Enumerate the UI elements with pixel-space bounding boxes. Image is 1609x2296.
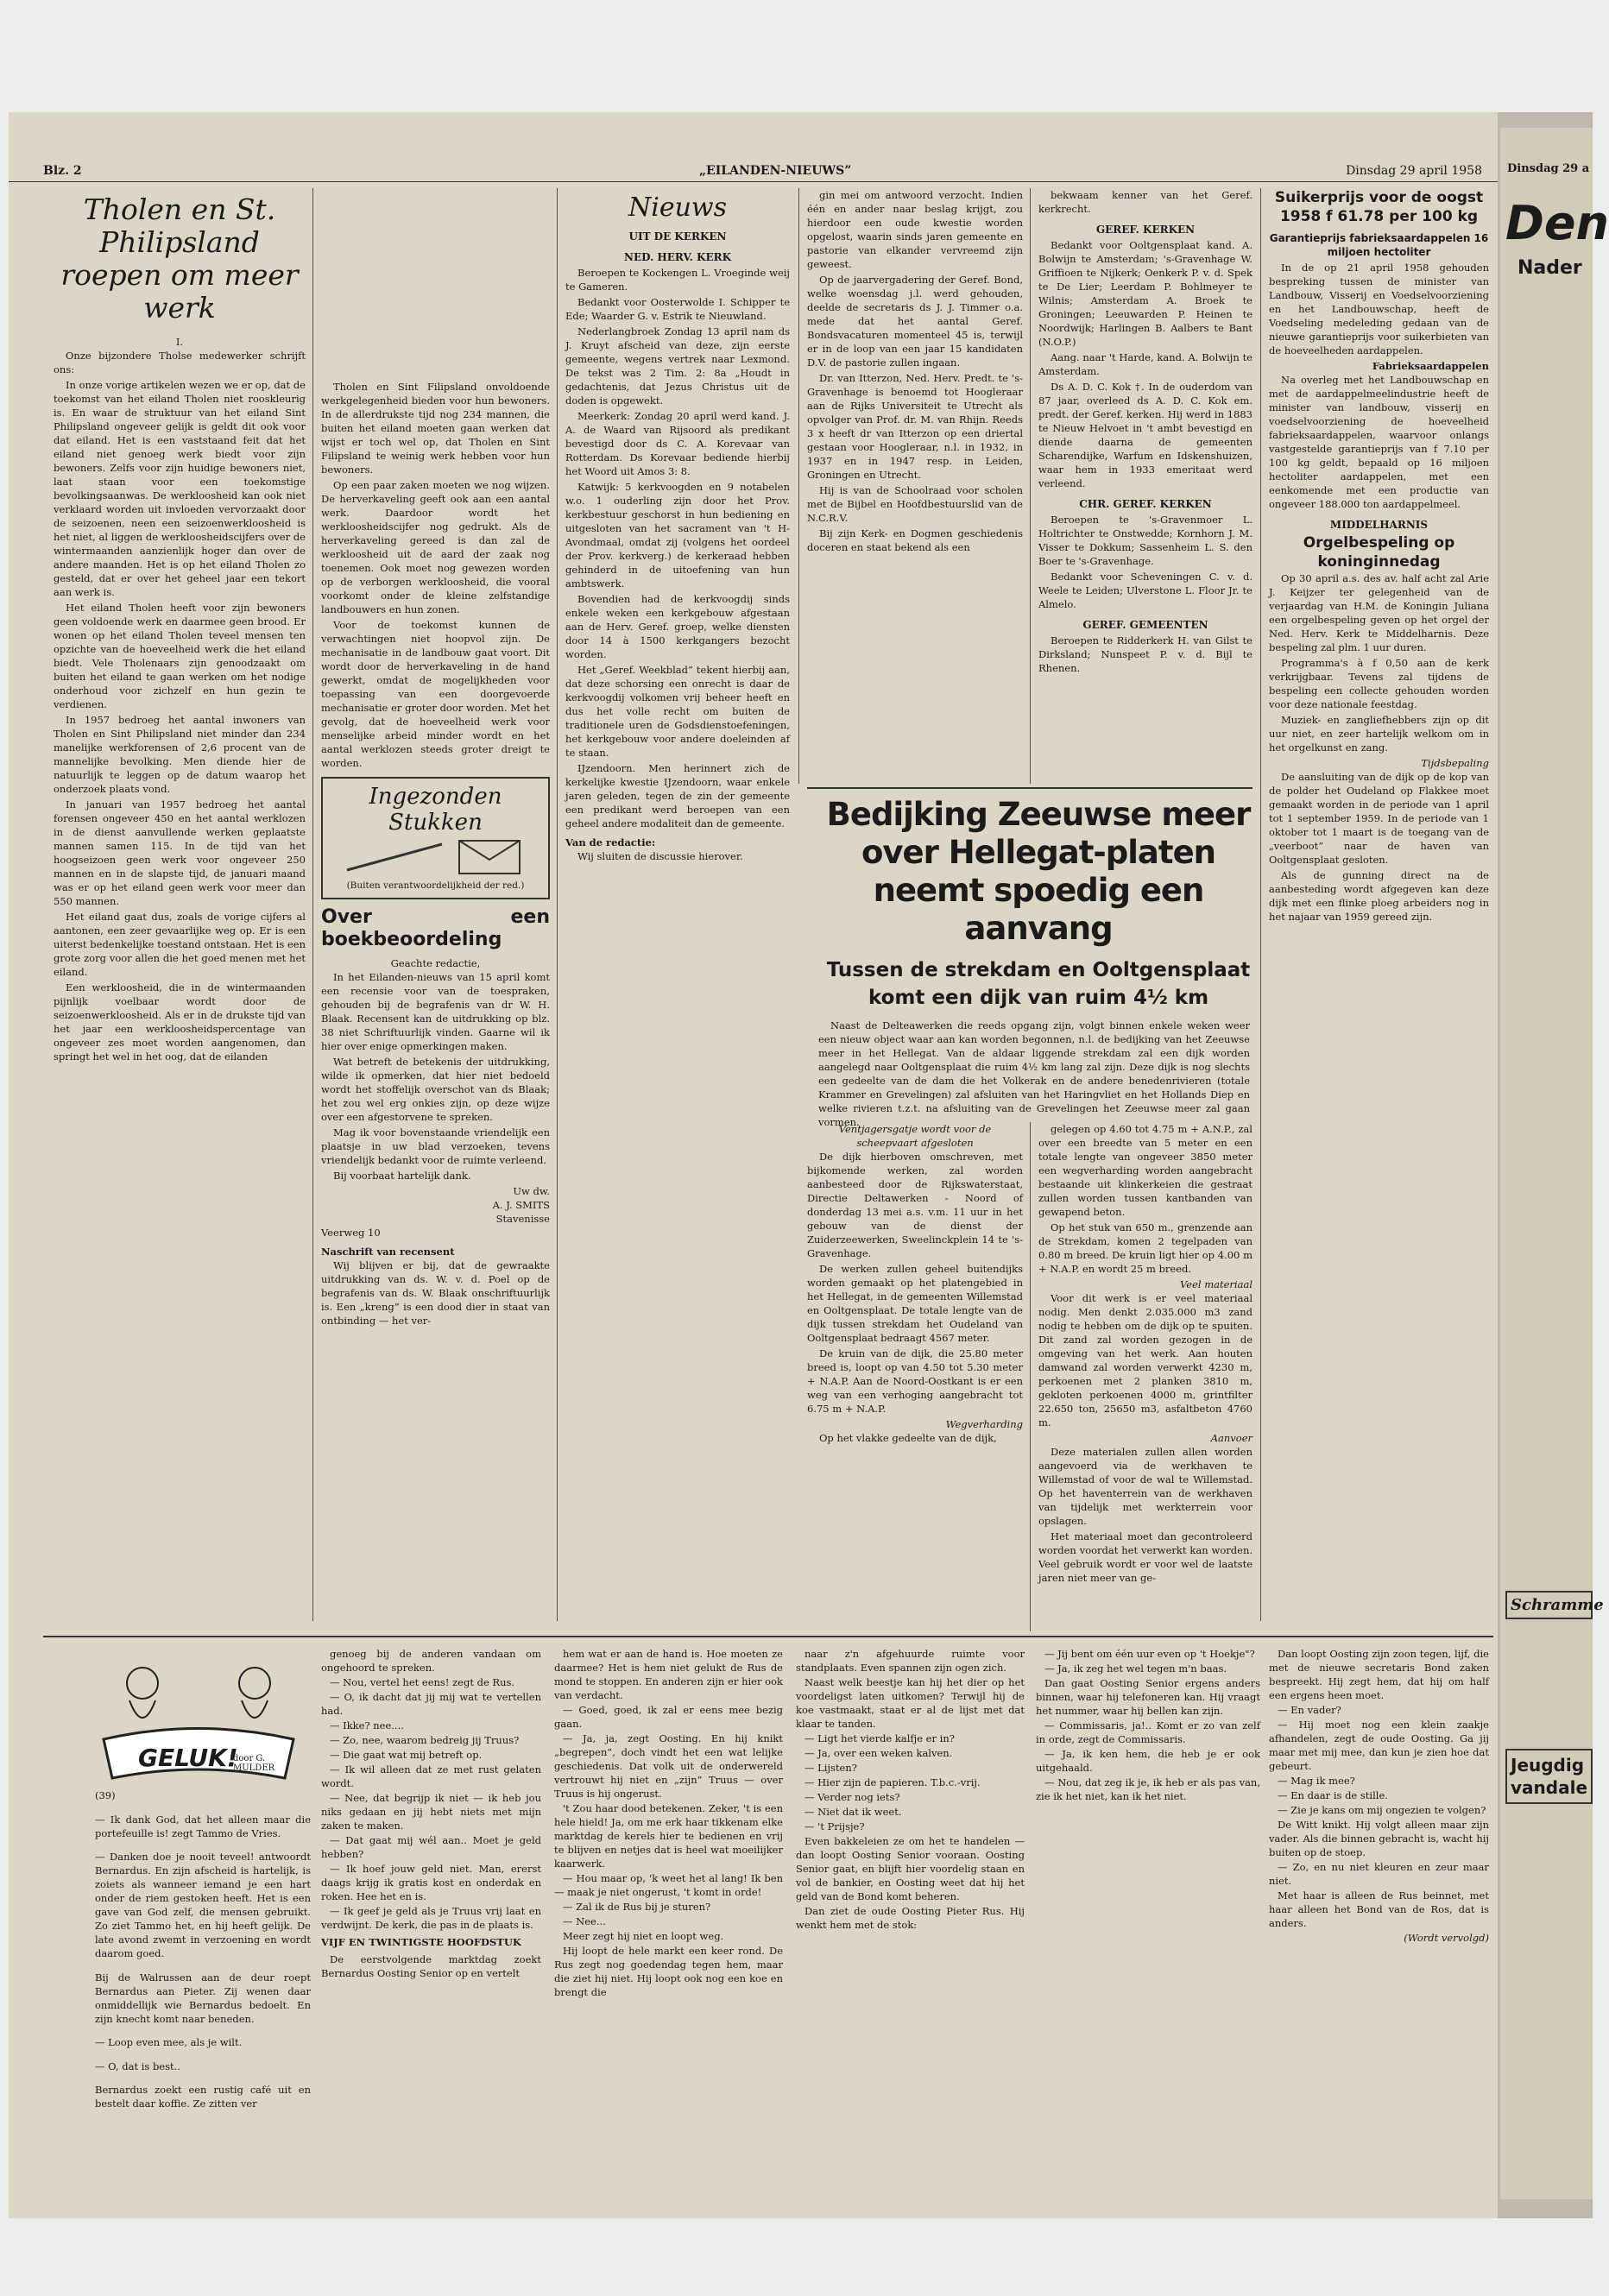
article-tholen-col2 (321, 380, 550, 1813)
paragraph: Bij voorbaat hartelijk dank. (333, 1170, 471, 1182)
paragraph: — Ik hoef jouw geld niet. Man, ererst daags krijg ik gratis kost en onderdak en roken. Hee het en is. (321, 1863, 541, 1902)
church-section-gk: GEREF. KERKEN (1095, 224, 1196, 236)
paragraph: — Danken doe je nooit teveel! antwoordt Bernardus. En zijn afscheid is hartelijk, is zoiets als wanneer iemand je een hart onder de riem gestoken heeft. Het is een gave van God zelf, die mensen gebruikt. Zo ziet Tammo het, en hij heeft gelijk. De late avond zwemt in verzoening en wordt daarom goed. (95, 1851, 311, 1959)
paragraph: Wij blijven er bij, dat de gewraakte uitdrukking van ds. W. v. d. Poel op de begrafenis van ds. W. Blaak onschriftuurlijk is. Een „kreng” is een dood dier in staat van ontbinding — het ver- (321, 1259, 550, 1327)
paragraph: Hij is van de Schoolraad voor scholen met de Bijbel en Hoofdbestuurslid van de N.C.R.V. (807, 484, 1023, 524)
sugar-subsection: Fabrieksaardappelen (1372, 360, 1489, 372)
issue-date: Dinsdag 29 april 1958 (1346, 164, 1482, 178)
paragraph: — Nou, vertel het eens! zegt de Rus. (330, 1676, 515, 1688)
paragraph: In de op 21 april 1958 gehouden bespreking tussen de minister van Landbouw, Visserij en Voedselvoorziening en het Landbouwschap, heeft de Voedseling medeleding gedaan van de nieuwe garantieprijs voor suikerbieten van de hoeveelheden aardappelen. (1269, 262, 1489, 356)
paragraph: De werken zullen geheel buitendijks worden gemaakt op het platengebied in het Hellegat, in de gemeenten Willemstad en Ooltgensplaat. De totale lengte van de dijk tussen strekdam het Oudeland van Ooltgensplaat bedraagt 4567 meter. (807, 1263, 1023, 1344)
column-rule (798, 188, 799, 784)
paragraph: — Zie je kans om mij ongezien te volgen? (1278, 1804, 1486, 1816)
town-label: MIDDELHARNIS (1329, 519, 1429, 531)
paragraph: De kruin van de dijk, die 25.80 meter breed is, loopt op van 4.50 tot 5.30 meter + N.A.P. Aan de Noord-Oostkant is er een weg van een verhoging aangebracht tot 6.75 m + N.A.P. (807, 1347, 1023, 1415)
letter-author: A. J. SMITS (492, 1199, 550, 1211)
paragraph: Muziek- en zangliefhebbers zijn op dit uur niet, en zeer hartelijk welkom om in het orgelkunst en zang. (1269, 714, 1489, 754)
hellegat-subsection: Veel materiaal (1180, 1278, 1252, 1290)
paragraph: — Ligt het vierde kalfje er in? (804, 1732, 955, 1744)
paragraph: Het eiland Tholen heeft voor zijn bewoners geen voldoende werk en daarmee geen brood. Er wonen op het eiland Tholen teveel mensen ten opzichte van de hoeveelheid werk die het eiland biedt. Vele Tholenaars zijn genoodzaakt om buiten het eiland te gaan werken om het nodige onderhoud voor zichzelf en hun gezin te verdienen. (54, 602, 306, 710)
paragraph: Beroepen te Ridderkerk H. van Gilst te Dirksland; Nunspeet P. v. d. Bijl te Rhenen. (1038, 634, 1252, 674)
paragraph: Bovendien had de kerkvoogdij sinds enkele weken een kerkgebouw afgestaan aan de Herv. Geref. groep, welke diensten door 14 à 1500 kerkgangers bezocht worden. (565, 593, 790, 660)
paragraph: Het „Geref. Weekblad” tekent hierbij aan, dat deze schorsing een onrecht is daar de kerkvoogdij volkomen vrij beheer heeft en dus het volle recht om buiten de traditionele uren de Godsdienstoefeningen, het kerkgebouw voor andere doeleinden af te staan. (565, 664, 790, 759)
paragraph: — Verder nog iets? (804, 1791, 900, 1803)
page-number: Blz. 2 (43, 164, 82, 178)
letters-title: Ingezonden Stukken (369, 784, 502, 836)
editor-note-head: Van de redactie: (565, 836, 656, 848)
page-header (9, 162, 1498, 182)
column-rule (312, 188, 313, 1621)
paragraph: Meerkerk: Zondag 20 april werd kand. J. A. de Waard van Rijsoord als predikant bevestigd door ds C. A. Korevaar van Rotterdam. Ds Korevaar bediende hierbij het Woord uit Amos 3: 8. (565, 410, 790, 477)
next-page-date: Dinsdag 29 a (1507, 162, 1590, 175)
paragraph: — Loop even mee, als je wilt. (95, 2036, 243, 2048)
paragraph: gin mei om antwoord verzocht. Indien één en ander naar beslag krijgt, zou hierdoor een oude kwestie worden opgelost, waarin sinds jaren gemeente en pastorie van elkander vervreemd zijn geweest. (807, 189, 1023, 270)
paragraph: Een werkloosheid, die in de wintermaanden pijnlijk voelbaar wordt door de seizoenwerkloosheid. Als er in de drukste tijd van het jaar een werkloosheidspercentage van ongeveer zes moet worden aangenomen, dan springt het wel in het oog, dat de eilanden (54, 981, 306, 1063)
postscript-head: Naschrift van recensent (321, 1246, 455, 1258)
paragraph: — Ik wil alleen dat ze met rust gelaten wordt. (321, 1763, 541, 1789)
paragraph: — En daar is de stille. (1278, 1789, 1388, 1801)
paragraph: — 't Prijsje? (804, 1820, 865, 1832)
paragraph: — Mag ik mee? (1278, 1775, 1355, 1787)
paragraph: De dijk hierboven omschreven, met bijkomende werken, zal worden aanbesteed door de Rijkswaterstaat, Directie Deltawerken - Noord of donderdag 13 mei a.s. v.m. 11 uur in het gebouw van de dienst der Zuiderzeewerken, Sweelinckplein 14 te 's-Gravenhage. (807, 1151, 1023, 1259)
paragraph: Nederlangbroek Zondag 13 april nam ds J. Kruyt afscheid van deze, zijn eerste gemeente, wegens vertrek naar Lexmond. De tekst was 2 Tim. 2: 8a „Houdt in gedachtenis, dat Jezus Christus uit de doden is opgewekt. (565, 325, 790, 407)
church-news-subtitle: UIT DE KERKEN (628, 230, 727, 243)
paragraph: Op 30 april a.s. des av. half acht zal Arie J. Keijzer ter gelegenheid van de verjaardag van H.M. de Koningin Juliana een orgelbespeling geven op het orgel der Ned. Herv. Kerk te Middelharnis. Deze bespeling zal plm. 1 uur duren. (1269, 572, 1489, 653)
paragraph: Aang. naar 't Harde, kand. A. Bolwijn te Amsterdam. (1038, 351, 1252, 377)
church-section-cgk: CHR. GEREF. KERKEN (1079, 498, 1212, 510)
paragraph: — Zo, nee, waarom bedreig jij Truus? (330, 1734, 520, 1746)
article-section-numeral: I. (175, 336, 184, 348)
paragraph: Bij de Walrussen aan de deur roept Bernardus aan Pieter. Zij wenen daar onmiddellijk wie Bernardus bedoelt. En zijn knecht komt naar beneden. (95, 1971, 311, 2025)
paragraph: Op de jaarvergadering der Geref. Bond, welke woensdag j.l. werd gehouden, deelde de secretaris ds J. J. Timmer o.a. mede dat het aantal Geref. Bondsvacaturen momenteel 45 is, terwijl er in de loop van een jaar 15 kandidaten D.V. de pastorie zullen ingaan. (807, 274, 1023, 369)
paragraph: — Niet dat ik weet. (804, 1806, 902, 1818)
banner-rule (807, 787, 1252, 789)
paragraph: Ds A. D. C. Kok †. In de ouderdom van 87 jaar, overleed ds A. D. C. Kok em. predt. der Geref. kerken. Hij werd in 1883 te Nieuw Helvoet in 't ambt bevestigd en diende daarna de gemeenten Scharendijke, Warfum en Idskenshuizen, waar hem in 1933 emeritaat werd verleend. (1038, 381, 1252, 489)
paragraph: Bedankt voor Ooltgensplaat kand. A. Bolwijn te Amsterdam; 's-Gravenhage W. Griffioen te Nijkerk; Oenkerk P. v. d. Spek te De Lier; Leerdam P. Bohlmeyer te Wilnis; Amsterdam A. Broek te Groningen; Leeuwarden P. Heinen te Noordwijk; Harlingen B. Aalbers te Bant (N.O.P.) (1038, 239, 1252, 348)
hellegat-subsection: Aanvoer (1210, 1432, 1252, 1444)
organ-headline: Orgelbespeling op koninginnedag (1303, 534, 1455, 571)
paragraph: — Ja, over een weken kalven. (804, 1747, 953, 1759)
next-page-box-jeugdig: Jeugdig vandale (1505, 1749, 1593, 1804)
serial-number: (39) (95, 1789, 116, 1801)
paragraph: — Commissaris, ja!.. Komt er zo van zelf in orde, zegt de Commissaris. (1036, 1719, 1260, 1745)
paragraph: — O, ik dacht dat jij mij wat te vertellen had. (321, 1691, 541, 1717)
sugar-subhead: Garantieprijs fabrieksaardappelen 16 miljoen hectoliter (1269, 232, 1489, 258)
paragraph: — Hou maar op, 'k weet het al lang! Ik ben — maak je niet ongerust, 't komt in orde! (554, 1872, 783, 1898)
serial-col4 (796, 1647, 1025, 1992)
hellegat-article-banner (818, 796, 1259, 1012)
paragraph: — Ik dank God, dat het alleen maar die portefeuille is! zegt Tammo de Vries. (95, 1813, 311, 1839)
newspaper-page (9, 112, 1498, 2218)
paragraph: Bedankt voor Oosterwolde I. Schipper te Ede; Waarder G. v. Estrik te Nieuwland. (565, 296, 790, 322)
paragraph: — Nee... (563, 1915, 606, 1927)
church-news-col2 (807, 188, 1023, 784)
column-rule (557, 188, 558, 1621)
paragraph: Op het vlakke gedeelte van de dijk, (819, 1432, 997, 1444)
paragraph: genoeg bij de anderen vandaan om ongehoord te spreken. (321, 1648, 541, 1674)
paragraph: In onze vorige artikelen wezen we er op, dat de toekomst van het eiland Tholen niet rooskleurig is. En waar de struktuur van het eiland Sint Philipsland ongeveer gelijk is geldt dit ook voor dat eiland. Het is een vaststaand feit dat het eiland niet genoeg werk biedt voor zijn bewoners. Zelfs voor zijn huidige bewoners niet, laat staan voor een toekomstige bevolkingsaanwas. De werkloosheid kan ook niet verklaard worden uit invloeden vervorzaakt door de seizoenen, neen een seizoenwerkloosheid is het niet, al liggen de werkloosheidscijfers over de wintermaanden aanzienlijk hoger dan over de andere maanden. Het is op het eiland Tholen zo gesteld, dat er over het geheel jaar een tekort aan werk is. (54, 379, 306, 598)
paragraph: Tholen en Sint Filipsland onvoldoende werkgelegenheid bieden voor hun bewoners. In de allerdrukste tijd nog 234 mannen, die buiten het eiland moeten gaan werken dat wijst er toch wel op, dat Tholen en Sint Filipsland te weinig werk hebben voor hun bewoners. (321, 381, 550, 476)
paragraph: — Zal ik de Rus bij je sturen? (563, 1901, 711, 1913)
paragraph: hem wat er aan de hand is. Hoe moeten ze daarmee? Het is hem niet gelukt de Rus de mond te stoppen. En anderen zijn er hier ook van verdacht. (554, 1648, 783, 1701)
letters-to-editor-box (321, 777, 550, 899)
paragraph: Dan gaat Oosting Senior ergens anders binnen, waar hij telefoneren kan. Hij vraagt het nummer, waar hij bellen kan zijn. (1036, 1677, 1260, 1717)
paragraph: — En vader? (1278, 1704, 1341, 1716)
paragraph: — Ja, ja, zegt Oosting. En hij knikt „begrepen”, doch vindt het een wat lelijke geschiedenis. Dat volk uit de onderwereld vertrouwt hij niet en „zijn” Truus — over Truus is hij ongerust. (554, 1732, 783, 1800)
paragraph: Op een paar zaken moeten we nog wijzen. De herverkaveling geeft ook aan een aantal werk. Daardoor wordt het werkloosheidscijfer nog gedrukt. Als de herverkaveling gereed is dan zal de werkloosheid uit de aard der zaak nog toenemen. Ook moet nog gewezen worden op de verborgen werkloosheid, die vooral voorkomt onder de kleine zelfstandige landbouwers en hun zonen. (321, 479, 550, 615)
paragraph: bekwaam kenner van het Geref. kerkrecht. (1038, 189, 1252, 215)
letters-disclaimer: (Buiten verantwoordelijkheid der red.) (346, 880, 525, 891)
column-rule (1030, 1122, 1031, 1631)
paragraph: Hij loopt de hele markt een keer rond. De Rus zegt nog goedendag tegen hem, maar die ziet hij niet. Hij loopt ook nog een koe en brengt die (554, 1945, 783, 1998)
paragraph: — Jij bent om één uur even op 't Hoekje"? (1044, 1648, 1255, 1660)
paragraph: Katwijk: 5 kerkvoogden en 9 notabelen w.o. 1 ouderling zijn door het Prov. kerkbestuur geschorst in hun bediening en uitgesloten van het sacrament van 't H-Avondmaal, omdat zij (volgens het oordeel der Prov. kerkverg.) de kerkeraad hebben gehinderd in de uitoefening van hun ambtswerk. (565, 481, 790, 590)
church-news-col (565, 188, 790, 1621)
cartoon-title: GELUK! (138, 1744, 238, 1772)
sugar-article-col (1269, 188, 1489, 1621)
paragraph: — O, dat is best.. (95, 2059, 180, 2072)
serial-col6 (1269, 1647, 1489, 1992)
paragraph: — Hij moet nog een klein zaakje afhandelen, zegt de oude Oosting. Ga jij maar met mij mee, dan kun je zien hoe dat gebeurt. (1269, 1719, 1489, 1772)
paragraph: Onze bijzondere Tholse medewerker schrijft ons: (54, 350, 306, 375)
paragraph: Meer zegt hij niet en loopt weg. (563, 1930, 724, 1942)
paragraph: gelegen op 4.60 tot 4.75 m + A.N.P., zal over een breedte van 5 meter en een totale lengte van ongeveer 3850 meter een wegverharding worden aangebracht bestaande uit klinkerkeien die gestraat zullen worden tussen kantbanden van gewapend beton. (1038, 1123, 1252, 1218)
paragraph: — Hier zijn de papieren. T.b.c.-vrij. (804, 1776, 981, 1788)
tijdsbepaling-label: Tijdsbepaling (1421, 757, 1489, 769)
paragraph: Naast welk beestje kan hij het dier op het voordeligst laten uitkomen? Terwijl hij de koe vastmaakt, staat er al de lijst met dat klaar te tanden. (796, 1676, 1025, 1730)
paragraph: — Goed, goed, ik zal er eens mee bezig gaan. (554, 1704, 783, 1730)
letters-illustration (330, 836, 541, 879)
continued-note: (Wordt vervolgd) (1404, 1932, 1489, 1944)
paragraph: Beroepen te 's-Gravenmoer L. Holtrichter te Onstwedde; Kornhorn J. M. Visser te Dokkum; Sassenheim L. S. den Boer te 's-Gravenhage. (1038, 514, 1252, 567)
paragraph: — Dat gaat mij wél aan.. Moet je geld hebben? (321, 1834, 541, 1860)
hellegat-section-head: Ventjagersgatje wordt voor de scheepvaart afgesloten (838, 1123, 992, 1149)
paragraph: In 1957 bedroeg het aantal inwoners van Tholen en Sint Philipsland niet minder dan 234 manelijke werkforensen of 2,6 procent van de mannelijke bevolking. Men diende hier de natuurlijk te leggen op de datum waarop het onderzoek plaats vond. (54, 714, 306, 795)
paragraph: De eerstvolgende marktdag zoekt Bernardus Oosting Senior op en vertelt (321, 1953, 541, 1979)
paragraph: Even bakkeleien ze om het te handelen — dan loopt Oosting Senior vooraan. Oosting Senior gaat, en blijft hier voordelig staan en vol de bankier, en Oosting weet dat hij het geld van de Bond komt beheren. (796, 1835, 1025, 1902)
hellegat-headline: Bedijking Zeeuwse meer over Hellegat-platen neemt spoedig een aanvang (826, 796, 1251, 947)
next-page-box-schramme: Schramme (1505, 1591, 1593, 1619)
paragraph: De aansluiting van de dijk op de kop van de polder het Oudeland op Flakkee moet gemaakt worden in de periode van 1 april tot 1 september 1959. In de periode van 1 oktober tot 1 maart is de toegang van de „veerboot” naar de haven van Ooltgensplaat gesloten. (1269, 771, 1489, 866)
paragraph: Deze materialen zullen allen worden aangevoerd via de werkhaven te Willemstad of voor de wal te Willemstad. Op het haventerrein van de werkhaven van tijdelijk met werkterrein voor opslagen. (1038, 1446, 1252, 1527)
paragraph: Mag ik voor bovenstaande vriendelijk een plaatsje in uw blad verzoeken, tevens vriendelijk bedankt voor de ruimte verleend. (321, 1126, 550, 1166)
paragraph: Wij sluiten de discussie hierover. (577, 850, 743, 862)
serial-col1 (95, 1788, 311, 2121)
paragraph: Dr. van Itterzon, Ned. Herv. Predt. te 's-Gravenhage is benoemd tot Hoogleraar aan de Rijks Universiteit te Utrecht als opvolger van Prof. dr. M. van Rhijn. Reeds 3 x heeft dr van Itterzon op een driertal gestaan voor Hoogleraar, n.l. in 1932, in 1937 en in 1947 resp. in Leiden, Groningen en Utrecht. (807, 372, 1023, 481)
paragraph: Bedankt voor Scheveningen C. v. d. Weele te Leiden; Ulverstone L. Floor Jr. te Almelo. (1038, 571, 1252, 610)
paragraph: — Nou, dat zeg ik je, ik heb er als pas van, zie ik het niet, kan ik het niet. (1036, 1776, 1260, 1802)
next-page-subhead: Nader (1518, 257, 1582, 279)
section-rule (43, 1636, 1493, 1637)
paragraph: Bij zijn Kerk- en Dogmen geschiedenis doceren en staat bekend als een (807, 527, 1023, 553)
scan-background (9, 112, 1609, 2218)
article-tholen-headline: Tholen en St. Philipsland roepen om meer werk (60, 192, 299, 325)
serial-cartoon (95, 1657, 302, 1787)
paper-name: „EILANDEN-NIEUWS” (699, 164, 852, 178)
paragraph: Voor de toekomst kunnen de verwachtingen niet hoopvol zijn. De mechanisatie in de landbouw gaat voort. Dit wordt door de herverkaveling in de hand gewerkt, omdat de mogelijkheden voor toepassing van een doorgevoerde mechanisatie er groter door worden. Met het gevolg, dat de hoeveelheid werk voor menselijke arbeid minder wordt en het aantal werklozen steeds groter dreigt te worden. (321, 619, 550, 769)
paragraph: — Nee, dat begrijp ik niet — ik heb jou niks gedaan en jij hebt niets met mijn zaken te maken. (321, 1792, 541, 1832)
column-rule (1260, 188, 1261, 1621)
hellegat-subhead: Tussen de strekdam en Ooltgensplaat komt een dijk van ruim 4½ km (826, 959, 1251, 1009)
paragraph: — Zo, en nu niet kleuren en zeur maar niet. (1269, 1861, 1489, 1887)
paragraph: Naast de Delteawerken die reeds opgang zijn, volgt binnen enkele weken weer een nieuw object waar aan kan worden begonnen, n.l. de bedijking van het Zeeuwse meer in het Hellegat. Van de aldaar liggende strekdam zal een dijk worden aangelegd naar Ooltgensplaat die ruim 4½ km lang zal zijn. Deze dijk is nog slechts een gedeelte van de dam die het Volkerak en de andere benedenrivieren (totale Krammer en Grevelingen) zal afsluiten van het Haringvliet en het Hollands Diep en welke rivieren t.z.t. na afsluiting van de Grevelingen het Zeeuwse meer zal gaan vormen. (818, 1019, 1250, 1128)
paragraph: — Lijsten? (804, 1762, 857, 1774)
paragraph: Als de gunning direct na de aanbesteding wordt afgegeven kan deze dijk met een flinke ploeg arbeiders nog in het najaar van 1959 gereed zijn. (1269, 869, 1489, 923)
hellegat-subsection: Wegverharding (945, 1418, 1023, 1430)
letter-closing: Uw dw. (513, 1185, 550, 1197)
paragraph: — Ja, ik zeg het wel tegen m'n baas. (1044, 1662, 1227, 1675)
paragraph: Programma's à f 0,50 aan de kerk verkrijgbaar. Tevens zal tijdens de bespeling een collecte gehouden worden voor deze nationale feestdag. (1269, 657, 1489, 710)
chapter-heading: VIJF EN TWINTIGSTE HOOFDSTUK (321, 1936, 521, 1948)
letter-place: Stavenisse (495, 1213, 550, 1225)
paragraph: Op het stuk van 650 m., grenzende aan de Strekdam, komen 2 tegelpaden van 0.80 m breed. De kruin ligt hier op 4.00 m + N.A.P. en wordt 25 m breed. (1038, 1221, 1252, 1275)
sugar-headline: Suikerprijs voor de oogst 1958 f 61.78 per 100 kg (1274, 189, 1484, 225)
paragraph: — Ik geef je geld als je Truus vrij laat en verdwijnt. De kerk, die pas in de plaats is. (321, 1905, 541, 1931)
paragraph: De Witt knikt. Hij volgt alleen maar zijn vader. Als die binnen gebracht is, wacht hij buiten op de stoep. (1269, 1819, 1489, 1858)
letter-address: Veerweg 10 (321, 1227, 381, 1239)
church-news-col3 (1038, 188, 1252, 784)
paragraph: Beroepen te Kockengen L. Vroeginde weij te Gameren. (565, 267, 790, 293)
serial-col3 (554, 1647, 783, 1998)
paragraph: — Die gaat wat mij betreft op. (330, 1749, 483, 1761)
paragraph: Dan loopt Oosting zijn zoon tegen, lijf, die met de nieuwe secretaris Bond zaken bespreekt. Hij zegt hem, dat hij om half een ergens heen moet. (1269, 1648, 1489, 1701)
paragraph: IJzendoorn. Men herinnert zich de kerkelijke kwestie IJzendoorn, waar enkele jaren geleden, tegen de zin der gemeente een predikant werd beroepen van een geheel andere modaliteit dan de gemeente. (565, 762, 790, 829)
church-section-ggk: GEREF. GEMEENTEN (1082, 619, 1208, 631)
paragraph: In het Eilanden-nieuws van 15 april komt een recensie voor van de toespraken, gehouden bij de begrafenis van dr W. H. Blaak. Recensent kan de uitdrukking op blz. 38 niet Schriftuurlijk vinden. Gaarne wil ik hier over enige opmerkingen maken. (321, 971, 550, 1052)
paragraph: Bernardus zoekt een rustig café uit en bestelt daar koffie. Ze zitten ver (95, 2084, 311, 2110)
hellegat-lead (818, 1019, 1250, 1128)
serial-col5 (1036, 1647, 1260, 1992)
paragraph: Voor dit werk is er veel materiaal nodig. Men denkt 2.035.000 m3 zand nodig te hebben om de dijk op te spuiten. Dit zand zal worden gezogen in de omgeving van het werk. Aan houten damwand zal worden verwerkt 4230 m, perkoenen met 2 planken 3810 m, gekloten perkoenen 4000 m, grintfilter 22.650 ton, 25650 m3, asfaltbeton 4760 m. (1038, 1292, 1252, 1429)
column-rule (1030, 188, 1031, 784)
paragraph: — Ja, ik ken hem, die heb je er ook uitgehaald. (1036, 1748, 1260, 1774)
serial-col2 (321, 1647, 541, 1992)
hellegat-col-a (807, 1122, 1023, 1631)
paragraph: — Ikke? nee.... (330, 1719, 404, 1731)
hellegat-col-b (1038, 1122, 1252, 1631)
paragraph: Dan ziet de oude Oosting Pieter Rus. Hij wenkt hem met de stok: (796, 1905, 1025, 1931)
church-news-title: Nieuws (628, 192, 727, 223)
next-page-edge (1500, 128, 1609, 2199)
church-section-nhk: NED. HERV. KERK (623, 251, 732, 263)
paragraph: Wat betreft de betekenis der uitdrukking, wilde ik opmerken, dat hier niet bedoeld wordt het stoffelijk overschot van ds Blaak; het zou wel erg onkies zijn, op deze wijze over een afgestorvene te spreken. (321, 1056, 550, 1123)
letter-headline: Over een boekbeoordeling (321, 906, 550, 950)
paragraph: Het eiland gaat dus, zoals de vorige cijfers al aantonen, een zeer gevaarlijke weg op. Er is een uiterst bedenkelijke toestand ontstaan. Het is een grote zorg voor allen die het goed menen met het eiland. (54, 911, 306, 978)
envelope-icon (330, 836, 537, 879)
paragraph: Na overleg met het Landbouwschap en met de aardappelmeelindustrie heeft de minister van landbouw, visserij en voedselvoorziening de hoeveelheid fabrieksaardappelen, waarvoor onlangs vastgestelde garantieprijs van f 7.10 per 100 kg geldt, bepaald op 16 miljoen hectoliter aardappelen, met een eenkomende met een productie van ongeveer 188.000 ton aardappelmeel. (1269, 374, 1489, 510)
cartoon-artist: door G. MULDER (233, 1754, 275, 1773)
next-page-headline: Den (1505, 196, 1609, 250)
paragraph: naar z'n afgehuurde ruimte voor standplaats. Even spannen zijn ogen zich. (796, 1648, 1025, 1674)
letter-greeting: Geachte redactie, (390, 957, 481, 969)
paragraph: Het materiaal moet dan gecontroleerd worden voordat het verwerkt kan worden. Veel gebruik wordt er voor wel de laatste jaren niet meer van ge- (1038, 1530, 1252, 1584)
paragraph: 't Zou haar dood betekenen. Zeker, 't is een hele hield! Ja, om me erk haar tikkenam elke marktdag de kerels hier te bedienen en vrij te blijven en netjes dat is heel wat moeilijker kaarwerk. (554, 1802, 783, 1870)
article-tholen-col1 (54, 188, 306, 1621)
paragraph: Met haar is alleen de Rus beinnet, met haar alleen het Bond van de Ros, dat is anders. (1269, 1889, 1489, 1929)
paragraph: In januari van 1957 bedroeg het aantal forensen ongeveer 450 en het aantal werklozen in de dienst aanvullende werken geplaatste mannen samen 115. In de tijd van het hoogseizoen geen werk voor ongeveer 250 mannen en in de slapste tijd, de januari maand was er op het eiland geen werk voor meer dan 550 mannen. (54, 798, 306, 907)
